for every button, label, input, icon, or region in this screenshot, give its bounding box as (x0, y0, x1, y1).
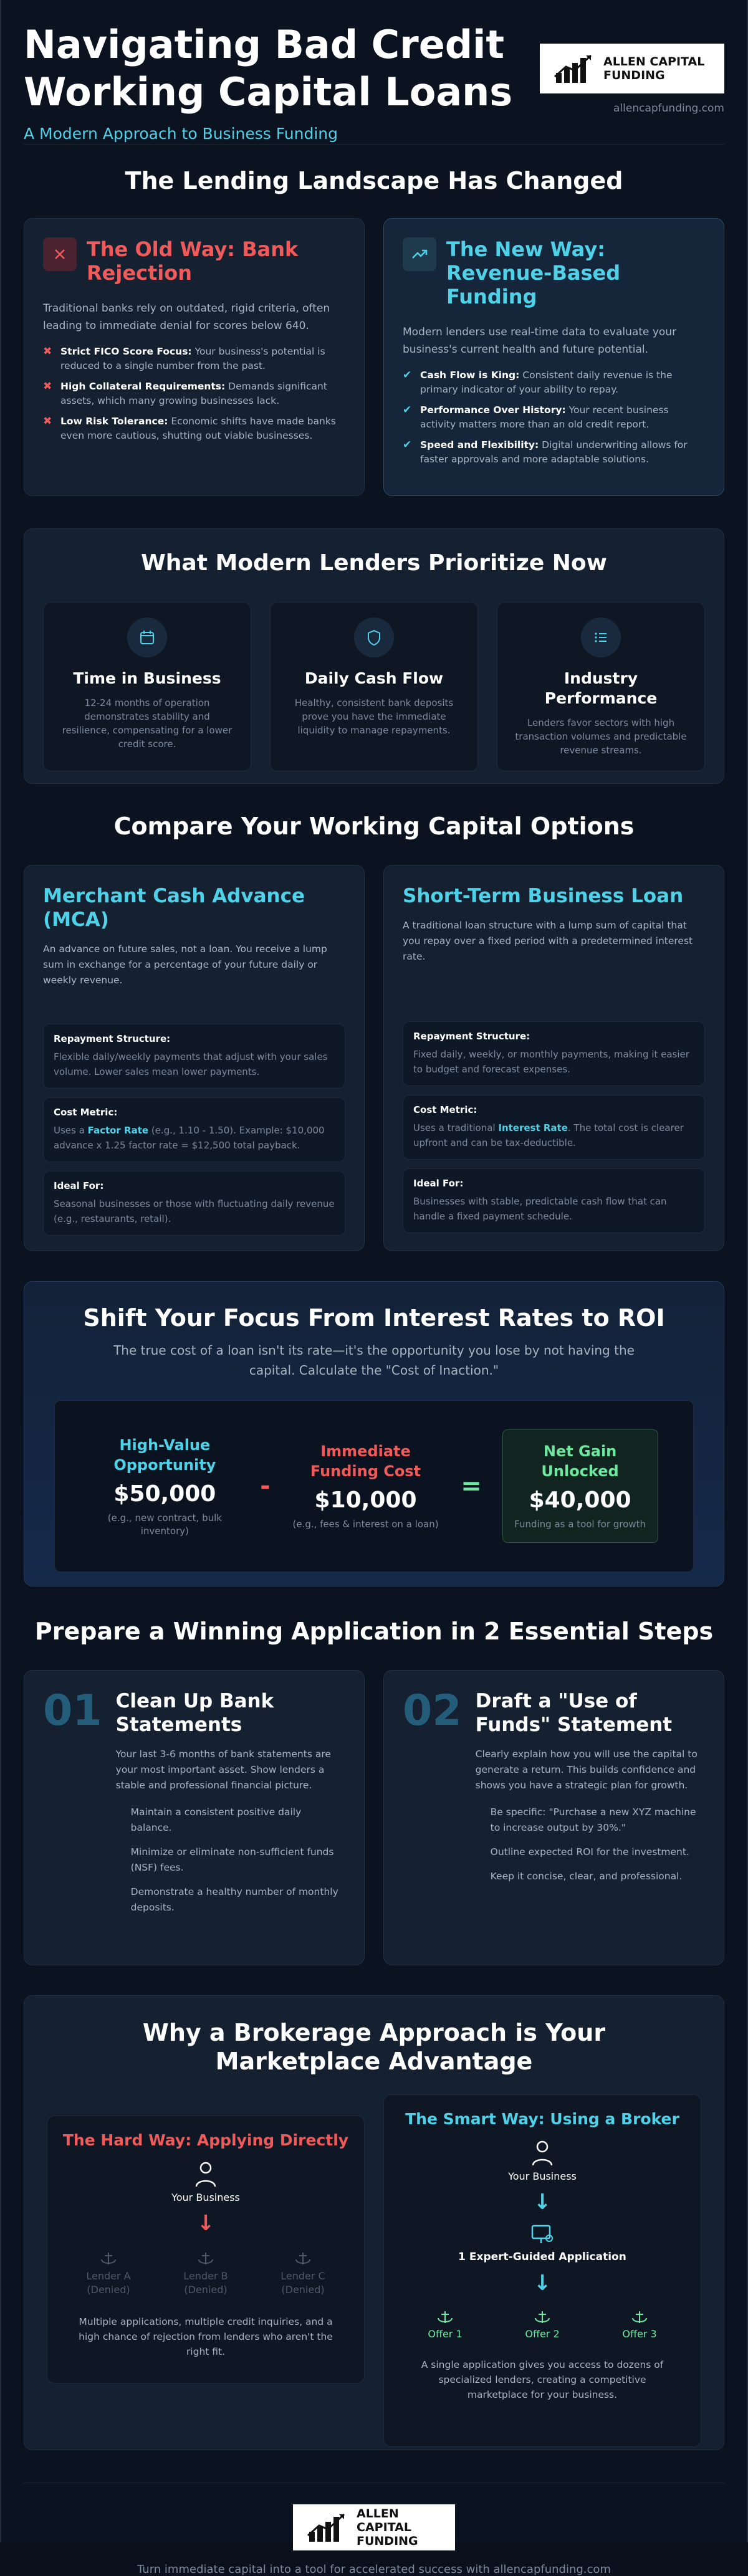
anchor-icon (100, 2251, 117, 2267)
old-way-intro: Traditional banks rely on outdated, rigid criteria, often leading to immediate denial for scores below 640. (43, 302, 330, 332)
new-way-intro: Modern lenders use real-time data to evaluate your business's current health and future potential. (403, 326, 677, 356)
net-gain-item: Net Gain Unlocked $40,000 Funding as a tool for growth (502, 1429, 658, 1543)
priorities-title: What Modern Lenders Prioritize Now (141, 550, 607, 576)
anchor-icon (534, 2309, 551, 2326)
step-number: 01 (43, 1686, 102, 1735)
hard-way-card (47, 2116, 365, 2383)
trending-up-icon (403, 237, 436, 271)
list-item: Maintain a consistent positive daily balance. (130, 1806, 302, 1833)
your-business-label: Your Business (171, 2192, 240, 2203)
x-mark-icon: ✖ (43, 415, 52, 427)
mca-card (24, 865, 365, 1251)
roi-title: Shift Your Focus From Interest Rates to ROI (83, 1304, 665, 1332)
priorities-section (24, 528, 724, 784)
ideal-for-box: Ideal For: Businesses with stable, predictable cash flow that can handle a fixed payment schedule. (403, 1168, 705, 1233)
landscape-title: The Lending Landscape Has Changed (125, 167, 623, 194)
priority-tile (270, 602, 478, 771)
arrow-down-icon: ↓ (196, 2211, 215, 2236)
step-title: Clean Up Bank Statements (115, 1690, 274, 1736)
check-icon: ✔ (403, 404, 412, 416)
anchor-icon (197, 2251, 214, 2267)
user-icon (194, 2160, 218, 2188)
x-mark-icon: ✖ (43, 345, 52, 358)
step-title: Draft a "Use of Funds" Statement (475, 1690, 673, 1736)
shield-icon (354, 618, 394, 657)
smart-way-footnote: A single application gives you access to dozens of specialized lenders, creating a competitive marketplace for your business. (421, 2359, 664, 2400)
loan-card (383, 865, 724, 1251)
steps-section (24, 1618, 724, 1965)
page-subtitle: A Modern Approach to Business Funding (24, 125, 338, 143)
repayment-box: Repayment Structure: Flexible daily/weekly payments that adjust with your sales volume. Lower sales mean lower payments. (43, 1024, 345, 1089)
steps-title: Prepare a Winning Application in 2 Essential Steps (34, 1618, 714, 1645)
logo-text-line-2: FUNDING (603, 69, 665, 82)
priority-text: 12-24 months of operation demonstrates stability and resilience, compensating for a lower credit score. (62, 697, 233, 750)
presentation-icon (530, 2223, 555, 2246)
offer-item: Offer 2 (505, 2309, 580, 2340)
loan-intro: A traditional loan structure with a lump sum of capital that you repay over a fixed period with a predetermined interest rate. (403, 920, 693, 962)
old-way-title: The Old Way: Bank Rejection (87, 237, 299, 285)
step-text: Your last 3-6 months of bank statements are your most important asset. Show lenders a stable and professional financial picture. (115, 1748, 331, 1791)
list-item: ✖ Low Risk Tolerance: Economic shifts have made banks even more cautious, shutting out viable businesses. (43, 414, 345, 443)
old-way-card (24, 218, 365, 496)
mca-intro: An advance on future sales, not a loan. You receive a lump sum in exchange for a percentage of your future daily or weekly revenue. (43, 943, 327, 986)
list-item: Demonstrate a healthy number of monthly deposits. (130, 1886, 338, 1913)
logo-text-line-1: ALLEN CAPITAL (357, 2507, 411, 2534)
priority-text: Healthy, consistent bank deposits prove you have the immediate liquidity to manage repayments. (294, 697, 454, 736)
new-way-card (383, 218, 724, 496)
check-icon: ✔ (403, 439, 412, 451)
header (24, 0, 724, 145)
mca-title: Merchant Cash Advance (MCA) (43, 885, 305, 931)
priority-title: Industry Performance (544, 669, 658, 707)
step-text: Clearly explain how you will use the capital to generate a return. This builds confidence and shows you have a strategic plan for growth. (475, 1748, 698, 1791)
site-url[interactable]: allencapfunding.com (613, 102, 724, 115)
roi-section (24, 1281, 724, 1586)
roi-calculation (54, 1400, 694, 1572)
list-item: ✔ Speed and Flexibility: Digital underwriting allows for faster approvals and more adaptable solutions. (403, 438, 705, 467)
repayment-box: Repayment Structure: Fixed daily, weekly, or monthly payments, making it easier to budget and forecast expenses. (403, 1021, 705, 1086)
cost-item: Immediate Funding Cost $10,000 (e.g., fees & interest on a loan) (292, 1443, 439, 1530)
cost-metric-box: Cost Metric: Uses a Factor Rate (e.g., 1.10 - 1.50). Example: $10,000 advance x 1.25 factor rate = $12,500 total payback. (43, 1097, 345, 1162)
brokerage-section (24, 1995, 724, 2450)
loan-title: Short-Term Business Loan (403, 885, 684, 907)
x-mark-icon: ✖ (43, 380, 52, 393)
compare-section (24, 813, 724, 1251)
logo-text-line-1: ALLEN CAPITAL (603, 55, 705, 69)
smart-way-card (383, 2094, 701, 2447)
list-item: Be specific: "Purchase a new XYZ machine to increase output by 30%." (490, 1806, 696, 1833)
roi-lead: The true cost of a loan isn't its rate—it's the opportunity you lose by not having the capital. Calculate the "Cost of Inaction." (113, 1343, 635, 1378)
anchor-icon (294, 2251, 312, 2267)
equals-sign: = (461, 1472, 482, 1500)
anchor-icon (436, 2309, 454, 2326)
anchor-icon (631, 2309, 648, 2326)
footer-logo[interactable] (293, 2504, 455, 2550)
offer-item: Offer 3 (602, 2309, 677, 2340)
compare-title: Compare Your Working Capital Options (113, 813, 635, 840)
list-item: ✖ High Collateral Requirements: Demands significant assets, which many growing businesses lack. (43, 379, 345, 408)
smart-way-title: The Smart Way: Using a Broker (405, 2110, 679, 2128)
ideal-for-box: Ideal For: Seasonal businesses or those with fluctuating daily revenue (e.g., restaurants, retail). (43, 1171, 345, 1236)
arrow-down-icon: ↓ (533, 2271, 552, 2296)
expert-application-label: 1 Expert-Guided Application (458, 2251, 626, 2263)
brokerage-title: Why a Brokerage Approach is Your Marketplace Advantage (142, 2019, 606, 2075)
footer-text: Turn immediate capital into a tool for accelerated success with allencapfunding.com (137, 2563, 611, 2576)
user-icon (530, 2139, 554, 2167)
list-item: Minimize or eliminate non-sufficient funds (NSF) fees. (130, 1846, 334, 1873)
list-item: ✔ Performance Over History: Your recent business activity matters more than an old credit report. (403, 403, 705, 432)
cost-metric-box: Cost Metric: Uses a traditional Interest Rate. The total cost is clearer upfront and can be tax-deductible. (403, 1095, 705, 1160)
opportunity-item: High-Value Opportunity $50,000 (e.g., new contract, bulk inventory) (107, 1436, 222, 1537)
logo-text-line-2: FUNDING (357, 2534, 418, 2548)
step-number: 02 (403, 1686, 462, 1735)
your-business-label: Your Business (508, 2170, 577, 2182)
arrow-down-icon: ↓ (533, 2190, 552, 2215)
list-item: ✔ Cash Flow is King: Consistent daily revenue is the primary indicator of your ability to repay. (403, 368, 705, 397)
hard-way-footnote: Multiple applications, multiple credit inquiries, and a high chance of rejection from lenders who aren't the right fit. (79, 2316, 333, 2357)
priority-text: Lenders favor sectors with high transaction volumes and predictable revenue streams. (515, 717, 687, 756)
logo-chart-icon (307, 2511, 350, 2544)
step-card (383, 1670, 724, 1965)
list-item: ✖ Strict FICO Score Focus: Your business's potential is reduced to a single number from the past. (43, 345, 345, 373)
hard-way-title: The Hard Way: Applying Directly (62, 2131, 349, 2149)
offer-item: Offer 1 (408, 2309, 482, 2340)
calendar-icon (127, 618, 167, 657)
company-logo[interactable] (540, 44, 724, 93)
priority-tile (497, 602, 705, 771)
priority-tile (43, 602, 251, 771)
lender-denied: Lender A (Denied) (71, 2251, 146, 2297)
landscape-section (24, 167, 724, 496)
new-way-title: The New Way: Revenue-Based Funding (446, 237, 621, 308)
priority-title: Time in Business (73, 669, 221, 687)
priority-title: Daily Cash Flow (304, 669, 444, 687)
check-icon: ✔ (403, 369, 412, 381)
lender-denied: Lender B (Denied) (168, 2251, 243, 2297)
close-icon (43, 237, 77, 271)
step-card (24, 1670, 365, 1965)
list-item: Keep it concise, clear, and professional. (490, 1871, 683, 1882)
footer (24, 2483, 724, 2576)
list-icon (581, 618, 621, 657)
list-item: Outline expected ROI for the investment. (490, 1846, 689, 1858)
logo-chart-icon (554, 52, 597, 85)
minus-sign: - (260, 1472, 271, 1500)
lender-denied: Lender C (Denied) (266, 2251, 340, 2297)
page-title: Navigating Bad Credit Working Capital Loans (24, 22, 513, 115)
